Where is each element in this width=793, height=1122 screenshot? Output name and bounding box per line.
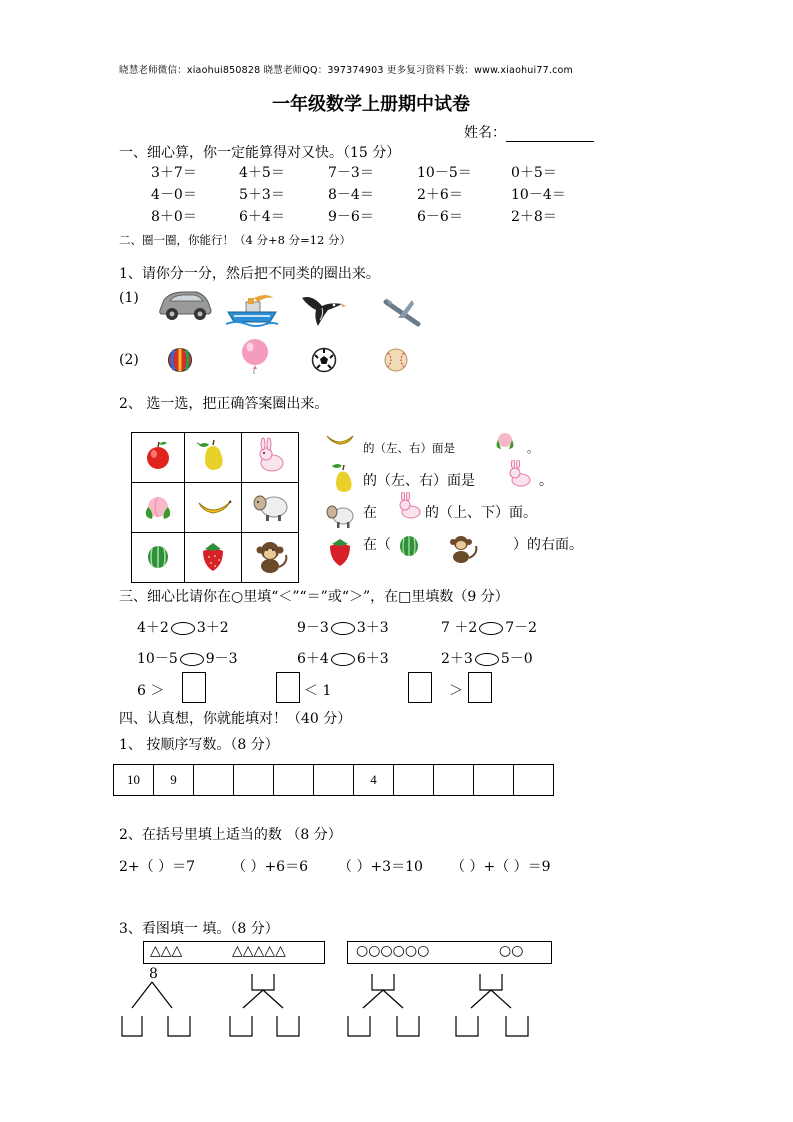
triangles-b: △△△△△ bbox=[232, 943, 286, 959]
section4-q3: 3、看图填一 填。（8 分） bbox=[119, 921, 279, 937]
compare-right: 6＋3 bbox=[356, 651, 389, 667]
grid-cell[interactable] bbox=[242, 533, 299, 583]
calc-item[interactable]: 8＋0＝ bbox=[151, 209, 197, 225]
calc-item[interactable]: 6－6＝ bbox=[417, 209, 463, 225]
fill-box[interactable] bbox=[468, 672, 492, 703]
choose-line2-b: 。 bbox=[539, 473, 553, 489]
ball-icon[interactable] bbox=[167, 347, 193, 373]
q2-item-4[interactable]: （ ）+（ ）＝9 bbox=[451, 859, 551, 875]
sequence-cell[interactable] bbox=[234, 765, 274, 796]
pear-icon bbox=[185, 433, 241, 478]
calc-item[interactable]: 10－4＝ bbox=[511, 187, 566, 203]
sequence-cell[interactable] bbox=[434, 765, 474, 796]
section1-heading: 一、细心算，你一定能算得对又快。（15 分） bbox=[119, 145, 401, 161]
sequence-cell[interactable] bbox=[274, 765, 314, 796]
compare-right: 3＋2 bbox=[196, 620, 229, 636]
watermelon-icon bbox=[132, 533, 184, 578]
soccer-ball-icon[interactable] bbox=[311, 347, 337, 373]
strawberry-icon bbox=[185, 533, 241, 578]
calc-item[interactable]: 8－4＝ bbox=[328, 187, 374, 203]
section2-q2: 2、 选一选，把正确答案圈出来。 bbox=[119, 396, 329, 412]
baseball-icon[interactable] bbox=[383, 347, 409, 373]
compare-right: 7－2 bbox=[505, 620, 538, 636]
choose-line1-b: 。 bbox=[527, 441, 539, 455]
page-title: 一年级数学上册期中试卷 bbox=[272, 94, 470, 115]
number-bonds-diagram bbox=[110, 968, 550, 1040]
number-bond-4 bbox=[456, 974, 528, 1036]
sequence-cell[interactable]: 9 bbox=[154, 765, 194, 796]
pear-icon bbox=[330, 460, 356, 494]
calc-item[interactable]: 5＋3＝ bbox=[239, 187, 285, 203]
sequence-cell[interactable] bbox=[394, 765, 434, 796]
rabbit-icon bbox=[504, 460, 534, 490]
calc-item[interactable]: 10－5＝ bbox=[417, 165, 472, 181]
section3-heading: 三、细心比请你在○里填“＜”“＝”或“＞”，在□里填数（9 分） bbox=[119, 589, 509, 605]
top-number: 8 bbox=[149, 966, 158, 982]
fill-b-text: ＜ 1 bbox=[304, 683, 332, 699]
compare-item bbox=[441, 648, 533, 668]
grid-cell[interactable] bbox=[132, 433, 185, 483]
compare-right: 9－3 bbox=[205, 651, 238, 667]
grid-cell[interactable] bbox=[132, 533, 185, 583]
fill-box[interactable] bbox=[408, 672, 432, 703]
choose-line4-b: ）的右面。 bbox=[513, 537, 583, 553]
sequence-cell[interactable] bbox=[194, 765, 234, 796]
sequence-cell[interactable]: 10 bbox=[114, 765, 154, 796]
grid-cell[interactable] bbox=[185, 533, 242, 583]
car-icon[interactable] bbox=[156, 286, 214, 322]
calc-item[interactable]: 4＋5＝ bbox=[239, 165, 285, 181]
compare-left: 9－3 bbox=[297, 620, 329, 636]
compare-oval[interactable] bbox=[171, 622, 195, 635]
compare-right: 3＋3 bbox=[356, 620, 389, 636]
sequence-table bbox=[113, 764, 554, 796]
choose-line1-a: 的（左、右）面是 bbox=[363, 441, 455, 455]
circles-a: ○○○○○○ bbox=[356, 943, 430, 959]
row2-label: (2) bbox=[119, 352, 139, 368]
number-bond-1 bbox=[122, 982, 190, 1036]
compare-item bbox=[297, 648, 389, 668]
bird-icon[interactable] bbox=[298, 292, 346, 328]
section4-q1: 1、 按顺序写数。（8 分） bbox=[119, 737, 279, 753]
choose-line4-a: 在（ bbox=[363, 537, 391, 553]
section2-heading: 二、圈一圈，你能行！（4 分+8 分=12 分） bbox=[119, 233, 352, 247]
fill-box[interactable] bbox=[276, 672, 300, 703]
row1-label: (1) bbox=[119, 290, 139, 306]
compare-item bbox=[137, 617, 229, 637]
monkey-icon bbox=[444, 532, 480, 568]
number-bond-2 bbox=[230, 974, 299, 1036]
calc-item[interactable]: 3＋7＝ bbox=[151, 165, 197, 181]
grid-cell[interactable] bbox=[242, 483, 299, 533]
compare-left: 2＋3 bbox=[441, 651, 473, 667]
q2-item-2[interactable]: （ ）+6＝6 bbox=[232, 859, 308, 875]
grid-cell[interactable] bbox=[242, 433, 299, 483]
airplane-icon[interactable] bbox=[382, 296, 424, 330]
section4-heading: 四、认真想，你就能填对！（40 分） bbox=[119, 711, 352, 727]
compare-left: 6＋4 bbox=[297, 651, 329, 667]
compare-oval[interactable] bbox=[479, 622, 503, 635]
sheep-icon bbox=[325, 500, 355, 530]
grid-cell[interactable] bbox=[185, 433, 242, 483]
choose-line3-a: 在 bbox=[363, 505, 377, 521]
section4-q2: 2、在括号里填上适当的数 （8 分） bbox=[119, 827, 342, 843]
circles-b: ○○ bbox=[499, 943, 524, 959]
compare-oval[interactable] bbox=[180, 653, 204, 666]
grid-cell[interactable] bbox=[185, 483, 242, 533]
q2-item-1[interactable]: 2+（ ）＝7 bbox=[119, 859, 195, 875]
sequence-cell[interactable] bbox=[474, 765, 514, 796]
watermelon-icon bbox=[395, 532, 423, 560]
name-field bbox=[464, 122, 594, 142]
calc-item[interactable]: 2＋6＝ bbox=[417, 187, 463, 203]
peach-icon bbox=[132, 483, 184, 528]
balloon-icon[interactable] bbox=[240, 338, 270, 374]
triangles-a: △△△ bbox=[150, 943, 183, 959]
calc-item[interactable]: 0＋5＝ bbox=[511, 165, 557, 181]
fill-c-text: ＞ bbox=[449, 683, 463, 699]
compare-item bbox=[297, 617, 389, 637]
strawberry-icon bbox=[326, 538, 354, 568]
compare-left: 10－5 bbox=[137, 651, 178, 667]
compare-oval[interactable] bbox=[475, 653, 499, 666]
rabbit-icon bbox=[242, 433, 298, 478]
banana-icon bbox=[185, 483, 241, 528]
q2-item-3[interactable]: （ ）+3＝10 bbox=[338, 859, 423, 875]
fill-box[interactable] bbox=[182, 672, 206, 703]
calc-item[interactable]: 6＋4＝ bbox=[239, 209, 285, 225]
apple-icon bbox=[132, 433, 184, 478]
compare-left: 7 ＋2 bbox=[441, 620, 478, 636]
section2-q1: 1、请你分一分，然后把不同类的圈出来。 bbox=[119, 266, 380, 282]
peach-icon bbox=[490, 428, 520, 454]
grid-cell[interactable] bbox=[132, 483, 185, 533]
compare-left: 4＋2 bbox=[137, 620, 169, 636]
calc-item[interactable]: 2＋8＝ bbox=[511, 209, 557, 225]
calc-item[interactable]: 4－0＝ bbox=[151, 187, 197, 203]
compare-oval[interactable] bbox=[331, 622, 355, 635]
fill-a-text: 6 ＞ bbox=[137, 683, 165, 699]
compare-item bbox=[137, 648, 238, 668]
sequence-cell[interactable]: 4 bbox=[354, 765, 394, 796]
sequence-cell[interactable] bbox=[514, 765, 554, 796]
picture-grid bbox=[131, 432, 299, 583]
number-bond-3 bbox=[348, 974, 419, 1036]
choose-line2-a: 的（左、右）面是 bbox=[363, 473, 475, 489]
compare-oval[interactable] bbox=[331, 653, 355, 666]
monkey-icon bbox=[242, 533, 298, 578]
compare-item bbox=[441, 617, 537, 637]
compare-right: 5－0 bbox=[500, 651, 533, 667]
ship-icon[interactable] bbox=[226, 292, 278, 328]
banana-icon bbox=[325, 430, 355, 448]
name-blank[interactable] bbox=[506, 126, 594, 142]
choose-line3-b: 的（上、下）面。 bbox=[425, 505, 537, 521]
name-label: 姓名： bbox=[464, 125, 506, 141]
sheep-icon bbox=[242, 483, 298, 528]
sequence-cell[interactable] bbox=[314, 765, 354, 796]
calc-item[interactable]: 7－3＝ bbox=[328, 165, 374, 181]
header-text: 晓慧老师微信：xiaohui850828 晓慧老师QQ：397374903 更多复习资料下载：www.xiaohui77.com bbox=[119, 65, 573, 76]
rabbit-icon bbox=[394, 492, 424, 522]
calc-item[interactable]: 9－6＝ bbox=[328, 209, 374, 225]
